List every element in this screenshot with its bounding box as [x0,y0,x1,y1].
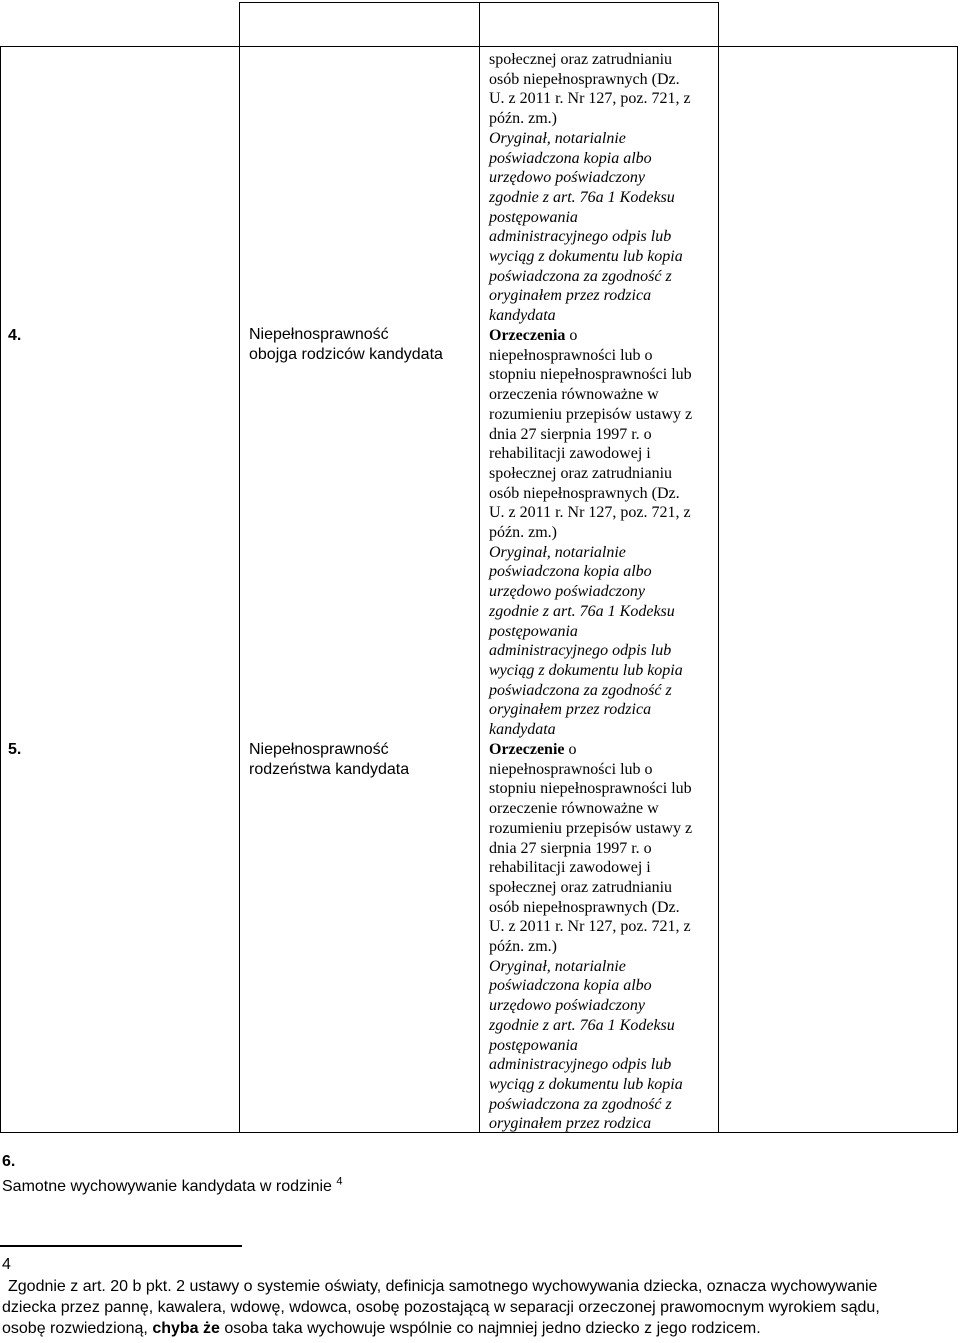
criterion-line: Niepełnosprawność [249,326,389,343]
doc-line: U. z 2011 r. Nr 127, poz. 721, z [489,918,691,936]
italic-line: administracyjnego odpis lub [489,1056,672,1074]
footnote-line: dziecka przez pannę, kawalera, wdowę, wdowca, osobę pozostającą w separacji orzeczonej prawomocnym wyrokiem sądu, [2,1299,880,1316]
italic-line: poświadczona za zgodność z [489,681,672,699]
doc-line: dnia 27 sierpnia 1997 r. o [489,839,652,857]
row-6-label: Samotne wychowywanie kandydata w rodzinie [2,1178,332,1195]
cont-italic-line: urzędowo poświadczony [489,169,645,187]
table-col3-border [718,46,719,1133]
cont-line: późn. zm.) [489,110,557,128]
italic-line: wyciąg z dokumentu lub kopia [489,661,683,679]
italic-line: postępowania [489,622,578,640]
row-number-6: 6. [2,1153,16,1170]
cont-italic-line: poświadczona za zgodność z [489,267,672,285]
row-number-4: 4. [8,327,22,344]
doc-line: dnia 27 sierpnia 1997 r. o [489,425,652,443]
doc-line: rozumieniu przepisów ustawy z [489,819,693,837]
cont-italic-line: postępowania [489,208,578,226]
cont-italic-line: administracyjnego odpis lub [489,228,672,246]
table-right-border [957,46,958,1133]
footnote-marker: 4 [2,1256,11,1273]
doc-line: późn. zm.) [489,524,557,542]
italic-line: kandydata [489,721,556,739]
doc-line: rozumieniu przepisów ustawy z [489,405,693,423]
italic-line: Oryginał, notarialnie [489,543,626,561]
italic-line: poświadczona za zgodność z [489,1095,672,1113]
doc-bold-title: Orzeczenia [489,327,566,344]
doc-line: orzeczenie równoważne w [489,800,659,818]
doc-line: rehabilitacji zawodowej i [489,445,651,463]
italic-line: Oryginał, notarialnie [489,957,626,975]
table-stub-right-border [718,2,719,46]
italic-line: poświadczona kopia albo [489,977,652,995]
doc-line: późn. zm.) [489,938,557,956]
doc-line: osób niepełnosprawnych (Dz. [489,484,680,502]
doc-line: U. z 2011 r. Nr 127, poz. 721, z [489,504,691,522]
italic-line: administracyjnego odpis lub [489,642,672,660]
row-6-criterion [2,1177,343,1197]
cont-italic-line: oryginałem przez rodzica [489,287,652,305]
criterion-line: obojga rodziców kandydata [249,345,443,363]
table-stub-left-border [239,2,240,46]
row-5-criterion [249,740,409,779]
footnote-bold-phrase: chyba że [152,1320,220,1337]
italic-line: urzędowo poświadczony [489,583,645,601]
italic-line: poświadczona kopia albo [489,563,652,581]
doc-line: stopniu niepełnosprawności lub [489,780,692,798]
table-stub-mid-border [479,2,480,46]
italic-line: zgodnie z art. 76a 1 Kodeksu [489,602,675,620]
table-bottom-border [0,1132,958,1133]
doc-first-rest: o [565,327,578,344]
doc-line: niepełnosprawności lub o [489,346,653,364]
criterion-line: rodzeństwa kandydata [249,760,410,778]
doc-line: orzeczenia równoważne w [489,386,659,404]
cont-line: społecznej oraz zatrudnianiu [489,51,673,68]
doc-bold-title: Orzeczenie [489,741,565,758]
italic-line: postępowania [489,1036,578,1054]
row-number-5: 5. [8,741,22,758]
italic-line: zgodnie z art. 76a 1 Kodeksu [489,1016,675,1034]
italic-line: urzędowo poświadczony [489,997,645,1015]
cont-italic-line: kandydata [489,307,556,325]
italic-line: wyciąg z dokumentu lub kopia [489,1075,683,1093]
footnote-separator [0,1245,242,1247]
continuation-doc-cell [489,50,691,326]
footnote-line: Zgodnie z art. 20 b pkt. 2 ustawy o systemie oświaty, definicja samotnego wychowywania dziecka, oznacza wychowywanie [8,1278,878,1295]
table-left-border [0,46,1,1133]
italic-line: oryginałem przez rodzica [489,701,652,719]
table-col1-border [239,46,240,1133]
cont-italic-line: zgodnie z art. 76a 1 Kodeksu [489,188,675,206]
cont-italic-line: Oryginał, notarialnie [489,129,626,147]
row-5-document-cell [489,740,692,1134]
row-4-document-cell [489,326,692,740]
criterion-line: Niepełnosprawność [249,741,389,758]
footnote-line-part: osoba taka wychowuje wspólnie co najmniej jedno dziecko z jego rodzicem. [219,1320,761,1337]
doc-line: niepełnosprawności lub o [489,760,653,778]
cont-italic-line: wyciąg z dokumentu lub kopia [489,248,683,266]
footnote-ref[interactable]: 4 [336,1175,343,1188]
cont-line: osób niepełnosprawnych (Dz. [489,70,680,88]
cont-italic-line: poświadczona kopia albo [489,149,652,167]
table-col2-border [479,46,480,1133]
doc-first-rest: o [564,741,577,758]
italic-line: oryginałem przez rodzica [489,1115,652,1133]
doc-line: stopniu niepełnosprawności lub [489,366,692,384]
cont-line: U. z 2011 r. Nr 127, poz. 721, z [489,90,691,108]
row-4-criterion [249,325,443,364]
doc-line: rehabilitacji zawodowej i [489,859,651,877]
footnote-text [2,1276,958,1339]
doc-line: społecznej oraz zatrudnianiu [489,464,673,482]
doc-line: osób niepełnosprawnych (Dz. [489,898,680,916]
footnote-line-part: osobę rozwiedzioną, [2,1320,153,1337]
doc-line: społecznej oraz zatrudnianiu [489,878,673,896]
